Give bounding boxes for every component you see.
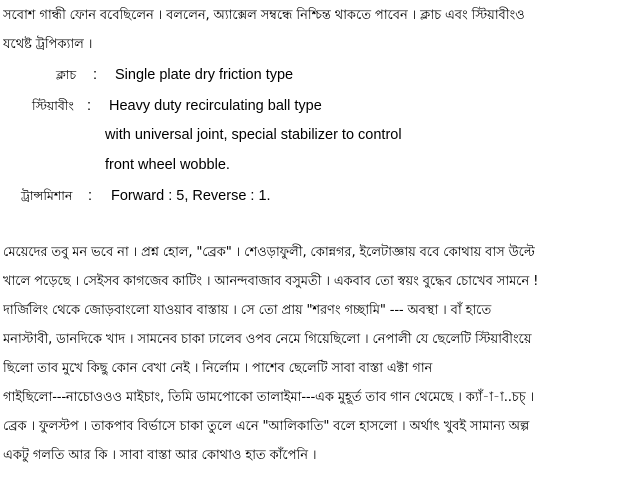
spec-row-steering-cont-1 [0,124,633,146]
body-line-4: মনাস্টাবী, ডানদিকে খাদ । সামনেব চাকা ঢালেব ওপব নেমে গিয়েছিলো । নেপালী যে ছেলেটি স্টিয়াবীংয়ে [3,332,532,347]
body-line-1: মেয়েদের তবু মন ভবে না । প্রশ্ন হোল, "ব্রেক" । শেওড়াফুলী, কোন্নগর, ইলেটাজ্ঞায় ববে কোথায় বাস উল্টে [3,245,535,260]
spec-value: front wheel wobble. [105,157,230,173]
spec-label: স্টিয়াবীং [32,98,74,113]
intro-line-1: সবোশ গান্ধী ফোন ববেছিলেন । বললেন, অ্যাক্সেল সম্বন্ধে নিশ্চিন্ত থাকতে পাবেন । ক্লাচ এবং স্টিয়াবীংও [3,8,525,23]
body-line-8: একটু গলতি আর কি । সাবা বাস্তা আর কোথাও হাত কাঁপেনি । [3,448,317,463]
spec-row-steering-cont-2 [0,154,633,176]
spec-row-transmission [0,185,633,207]
spec-value: Heavy duty recirculating ball type [109,98,322,114]
spec-colon: : [93,67,98,83]
spec-value: Forward : 5, Reverse : 1. [111,188,271,204]
spec-colon: : [87,98,92,114]
spec-label: ক্লাচ [56,67,77,82]
spec-value: with universal joint, special stabilizer to control [105,127,402,143]
body-line-3: দার্জিলিং থেকে জোড়বাংলো যাওয়াব বাস্তায় । সে তো প্রায় "শরণং গচ্ছামি" --- অবস্থা । বাঁ হাতে [3,303,492,318]
body-line-5: ছিলো তাব মুখে কিছু কোন বেখা নেই । নির্লোম । পাশেব ছেলেটি সাবা বাস্তা এক্টা গান [3,361,433,376]
intro-line-2: যথেষ্ট ট্রপিক্যাল । [3,37,93,52]
body-line-7: ব্রেক । ফুলস্টপ । তাকপাব বির্ভাসে চাকা তুলে এনে "আলিকাতি" বলে হাসলো । অর্থাৎ খুবই সামান্য অল্প [3,419,530,434]
body-line-6: গাইছিলো---নাচোওওও মাইচাং, তিমি ডামপোকো তালাইমা---এক মুহূর্ত তাব গান থেমেছে । ক্যাঁ-া-া..চচ্ । [3,390,535,405]
spec-value: Single plate dry friction type [115,67,294,83]
spec-colon: : [88,188,93,204]
body-line-2: খালে পড়েছে । সেইসব কাগজেব কাটিং । আনন্দবাজাব বসুমতী । একবাব তো স্বয়ং বুদ্ধেব চোখেব সামনে ! [3,274,539,289]
spec-label: ট্রান্সমিশান [21,188,73,203]
spec-row-clutch [0,64,633,86]
spec-row-steering [0,95,633,117]
